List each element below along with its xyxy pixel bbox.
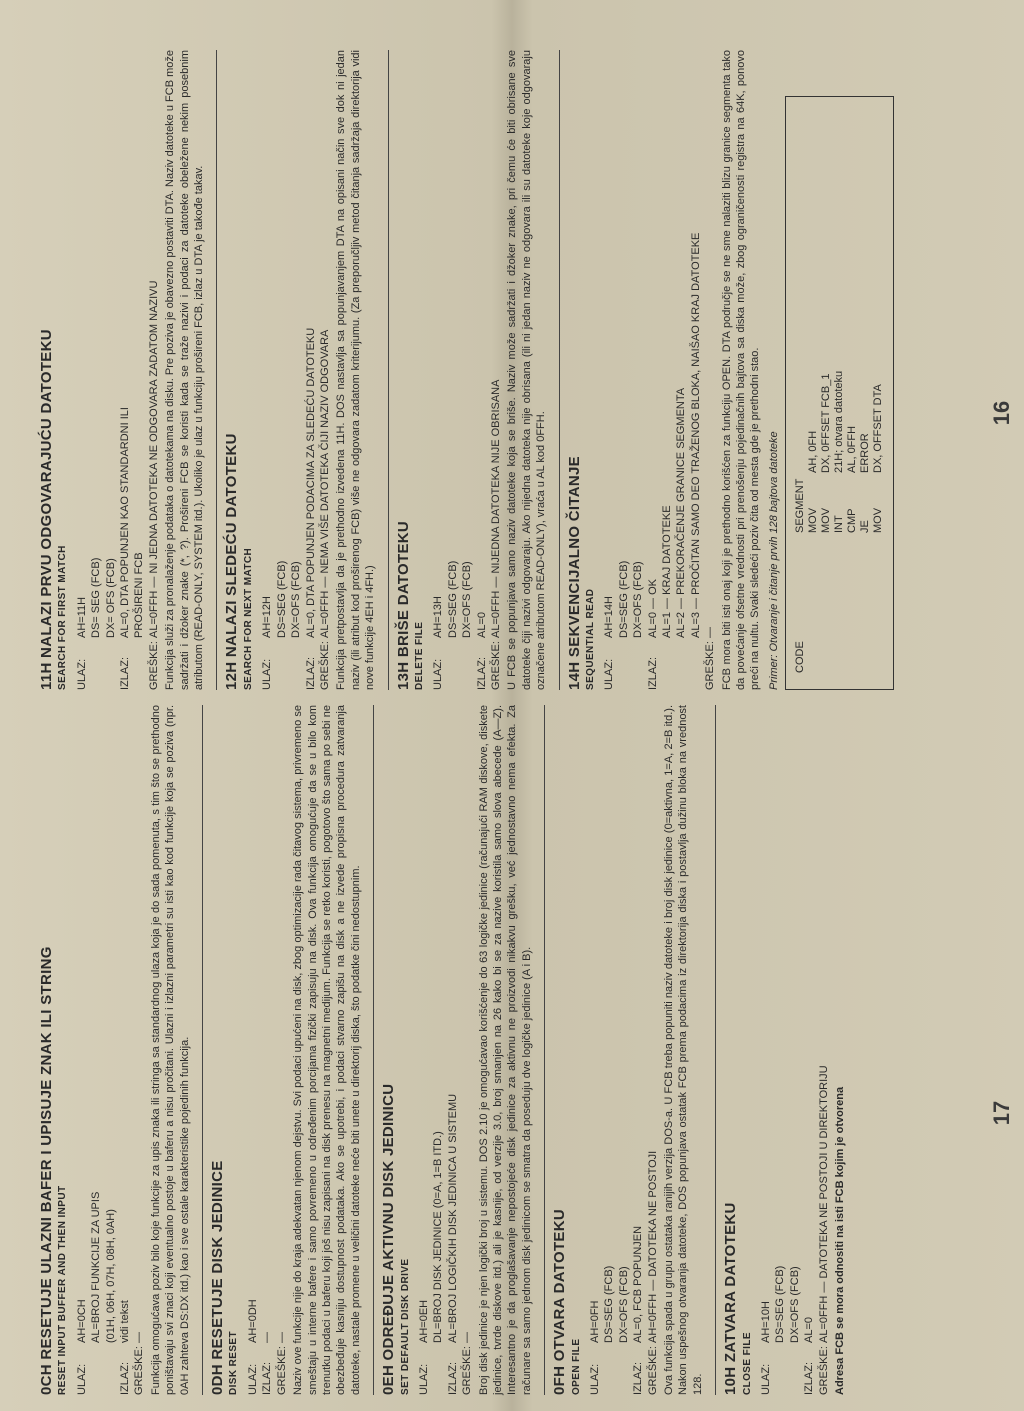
reg-value: AH=0FFH — DATOTEKA NE POSTOJI	[646, 1150, 659, 1343]
section-body: Funkcija pretpostavlja da je prethodno izvedena 11H. DOS nastavlja sa popunjavanjem DTA na opisani način sve dok ni jedan naziv (ili atribut kod proširenog FCB) više ne odgovara zadatom kriterijumu. (Za preporučljiv metod čitanja sadržaja direktorija vidi nove funkcije 4EH i 4FH.)	[335, 50, 377, 690]
code-op: MOV	[872, 507, 885, 533]
code-op: MOV	[820, 507, 833, 533]
divider	[373, 705, 374, 1395]
reg-value: AL=BROJ LOGIČKIH DISK JEDINICA U SISTEMU	[446, 1093, 459, 1343]
section-title: 10H ZATVARA DATOTEKU	[722, 1202, 740, 1395]
reg-label: GREŠKE:	[646, 1346, 659, 1395]
section-0dh	[211, 705, 363, 1395]
section-title: 12H NALAZI SLEDEĆU DATOTEKU	[223, 433, 241, 690]
section-subtitle: DELETE FILE	[413, 621, 425, 690]
reg-label: GREŠKE:	[461, 1346, 474, 1395]
reg-value: (01H, 06H, 07H, 08H, 0AH)	[104, 1209, 117, 1343]
reg-value: AL=0FFH — NI JEDNA DATOTEKA NE ODGOVARA ZADATOM NAZIVU	[147, 280, 160, 638]
reg-value: vidi tekst	[119, 1300, 132, 1343]
reg-label: IZLAZ:	[304, 656, 317, 690]
reg-label	[104, 1343, 118, 1395]
section-0fh	[553, 705, 705, 1395]
code-op: SEGMENT	[794, 478, 807, 533]
reg-value: DX=OFS (FCB)	[632, 561, 645, 638]
reg-value: AL=0, DTA POPUNJEN PODACIMA ZA SLEDEĆU DATOTEKU	[304, 327, 317, 638]
reg-label	[275, 638, 289, 690]
page-number-right: 17	[989, 1100, 1015, 1126]
reg-label: IZLAZ:	[632, 1361, 645, 1395]
reg-value: AL=0 — OK	[646, 578, 659, 638]
section-13h	[394, 50, 549, 690]
reg-label	[89, 1343, 103, 1395]
reg-label: IZLAZ:	[646, 656, 659, 690]
code-op: MOV	[807, 507, 820, 533]
reg-value: PROŠIRENI FCB	[133, 552, 146, 638]
reg-label	[788, 1343, 802, 1395]
section-title: 0EH ODREĐUJE AKTIVNU DISK JEDINICU	[380, 1083, 398, 1395]
reg-value: AH=11H	[75, 596, 88, 638]
code-label	[833, 533, 846, 673]
code-listing	[794, 113, 885, 673]
reg-value: AL=0FFH — DATOTEKA NE POSTOJI U DIREKTORIJU	[817, 1065, 830, 1343]
code-op: JE	[859, 520, 872, 533]
section-title: 14H SEKVENCIJALNO ČITANJE	[565, 456, 583, 690]
code-listing-box	[785, 96, 894, 690]
reg-label	[602, 1343, 616, 1395]
divider	[559, 50, 560, 690]
section-0eh	[382, 705, 534, 1395]
reg-value: AH=0DH	[246, 1299, 259, 1343]
section-title: 0DH RESETUJE DISK JEDINICE	[209, 1160, 227, 1395]
reg-value: AH=0CH	[75, 1299, 88, 1343]
reg-value: DS=SEG (FCB)	[774, 1265, 787, 1343]
reg-label	[289, 638, 303, 690]
reg-value: AL=0, DTA POPUNJEN KAO STANDARDNI ILI	[119, 407, 132, 638]
reg-value: AL=3 — PROČITAN SAMO DEO TRAŽENOG BLOKA, NAIŠAO KRAJ DATOTEKE	[689, 232, 702, 638]
register-table	[260, 50, 332, 690]
reg-label: GREŠKE:	[817, 1346, 830, 1395]
reg-value: —	[261, 1332, 274, 1343]
code-arg: ERROR	[859, 433, 872, 473]
section-subtitle: CLOSE FILE	[741, 1332, 753, 1395]
reg-label: ULAZ:	[589, 1363, 601, 1395]
reg-value: AH=10H	[760, 1301, 773, 1343]
section-title: 11H NALAZI PRVU ODGOVARAJUĆU DATOTEKU	[38, 329, 55, 690]
reg-label	[431, 1343, 445, 1395]
code-label: CODE	[794, 641, 807, 673]
code-arg	[794, 113, 807, 473]
reg-value: DS=SEG (FCB)	[603, 1265, 616, 1343]
reg-value: AL=BROJ FUNKCIJE ZA UPIS	[90, 1191, 103, 1343]
code-label	[846, 533, 859, 673]
reg-label: IZLAZ:	[119, 656, 132, 690]
reg-label	[460, 638, 474, 690]
reg-value: AL=1 — KRAJ DATOTEKE	[661, 505, 674, 638]
section-subtitle: SEQUENTIAL READ	[585, 588, 596, 690]
register-table	[431, 50, 503, 690]
divider	[216, 50, 217, 690]
reg-label: IZLAZ:	[803, 1361, 816, 1395]
code-label	[820, 533, 833, 673]
section-subtitle: DISK RESET	[228, 1330, 240, 1395]
code-op: CMP	[846, 508, 859, 533]
section-body: U FCB se popunjava samo naziv datoteke koja se briše. Naziv može sadržati i džoker znake, pri čemu će biti obrisane sve datoteke čiji nazivi odgovaraju. Ako nijedna datoteka nije obrisana (ili ni jedan naziv ne odgovara ili su datoteke koje odgovaraju označene atributom READ-ONLY), vraća u AL kod 0FFH.	[506, 50, 548, 690]
reg-label: ULAZ:	[417, 1363, 430, 1395]
reg-value: AL=0FFH — NIJEDNA DATOTEKA NIJE OBRISANA	[489, 379, 502, 638]
section-subtitle: RESET INPUT BUFFER AND THEN INPUT	[57, 1185, 69, 1395]
reg-label: GREŠKE:	[275, 1346, 288, 1395]
reg-label: ULAZ:	[75, 1363, 88, 1395]
reg-value: AH=13H	[432, 596, 445, 638]
reg-value: AL=0, FCB POPUNJEN	[632, 1225, 645, 1343]
reg-label	[104, 638, 118, 690]
code-arg: DX, OFFSET DTA	[872, 384, 885, 473]
section-title: 0CH RESETUJE ULAZNI BAFER I UPISUJE ZNAK ILI STRING	[38, 946, 55, 1395]
reg-label: IZLAZ:	[475, 656, 488, 690]
code-label	[872, 533, 885, 673]
reg-value: AL=0FFH — NEMA VIŠE DATOTEKA ČIJI NAZIV ODGOVARA	[318, 329, 331, 638]
section-0ch	[40, 705, 192, 1395]
reg-label: IZLAZ:	[446, 1361, 459, 1395]
code-label	[859, 533, 872, 673]
right-page-column	[40, 50, 904, 690]
reg-value: AH=0FH	[589, 1300, 601, 1343]
reg-label: GREŠKE:	[704, 641, 717, 690]
reg-label	[617, 638, 631, 690]
reg-label: ULAZ:	[261, 658, 274, 690]
section-body: FCB mora biti isti onaj koji je prethodno korišćen za funkciju OPEN. DTA područje se ne sme nalaziti blizu granice segmenta tako da povećanje ofsetne vrednosti pri prenošenju pojedinačnih bajtova sa diska može, zbog ograničenosti registra na 64K, ponovo preći na nultu. Svaki sledeći poziv čita od mesta gde je prethodni stao.	[720, 50, 762, 690]
register-table	[75, 50, 161, 690]
section-11h	[40, 50, 206, 690]
reg-value: DS=SEG (FCB)	[446, 560, 459, 638]
section-body: Funkcija omogućava poziv bilo koje funkcije za upis znaka ili stringa sa standardnog ulaza koja je do sada pomenuta, s tim što se prethodno poništavaju svi znaci koji eventualno postoje u baferu a nisu pročitani. Ulazni i izlazni parametri su isti kao kod funkcije koja se poziva (npr. 0AH zahteva DS:DX itd.) kao i sve ostale karakteristike pojedinih funkcija.	[149, 705, 191, 1395]
reg-value: AL=0	[475, 612, 488, 638]
reg-label: GREŠKE:	[133, 1346, 146, 1395]
reg-value: DS=SEG (FCB)	[617, 560, 630, 638]
reg-value: DL=BROJ DISK JEDINICE (0=A, 1=B ITD.)	[432, 1131, 445, 1343]
section-body: Naziv ove funkcije nije do kraja adekvatan njenom dejstvu. Svi podaci upućeni na disk, zbog optimizacije rada čitavog sistema, privremeno se smeštaju u interne bafere i samo povremeno u određenim porcijama fizički zapisuju na disk. Ova funkcija omogućuje da se u bilo kom trenutku podaci u baferu koji još nisu zapisani na disk prenesu na magnetni medijum. Funkcija se retko koristi, pogotovo što sama po sebi ne obezbeđuje kasniju dostupnost podataka. Ako se upotrebi, i podaci stvarno zapišu na disk a ne izvede propisna procedura zatvaranja datoteke, nastale promene u veličini datoteke neće biti unete u direktorij diska, što podatke čini nedostupnim.	[292, 705, 362, 1395]
reg-label	[660, 638, 674, 690]
code-label	[807, 533, 820, 673]
section-12h	[225, 50, 377, 690]
reg-value: DS=SEG (FCB)	[275, 560, 288, 638]
section-body: Adresa FCB se mora odnositi na isti FCB kojim je otvorena	[834, 1086, 847, 1395]
reg-label: IZLAZ:	[261, 1361, 274, 1395]
reg-value: —	[133, 1332, 146, 1343]
section-subtitle: OPEN FILE	[570, 1338, 582, 1395]
reg-value: —	[275, 1332, 288, 1343]
code-arg: AH, 0FH	[807, 430, 820, 473]
section-14h	[565, 50, 895, 690]
left-page-column	[40, 705, 858, 1395]
reg-value: —	[704, 627, 717, 638]
reg-label: ULAZ:	[603, 658, 616, 690]
reg-value: DS= SEG (FCB)	[90, 557, 103, 638]
register-table	[417, 705, 475, 1395]
reg-label	[689, 638, 703, 690]
register-table	[246, 705, 289, 1395]
reg-value: —	[461, 1332, 474, 1343]
reg-value: AH=0EH	[417, 1299, 430, 1343]
code-op: INT	[833, 515, 846, 533]
section-subtitle: SEARCH FOR FIRST MATCH	[57, 545, 69, 690]
reg-label: GREŠKE:	[318, 641, 331, 690]
reg-label	[617, 1343, 631, 1395]
reg-value: DX=OFS (FCB)	[617, 1266, 630, 1343]
code-arg: AL, 0FFH	[846, 425, 859, 473]
section-body: Broj disk jedinice je njen logički broj u sistemu. DOS 2.10 je omogućavao korišćenje do 63 logičke jedinice (računajući RAM diskove, diskete jedinice, tvrde diskove itd.) ali je kasnije, od verzije 3.0, broj smanjen na 26 kako bi se za nazive koristila samo slova abecede (A—Z). Interesantno je da proglašavanje nepostojeće disk jedinice za aktivnu ne proizvodi nikakvu grešku, već jednostavno nema efekta. Za računare sa samo jednom disk jedinicom se smatra da poseduju dve logičke jedinice (A i B).	[477, 705, 533, 1395]
section-title: 0FH OTVARA DATOTEKU	[551, 1209, 569, 1395]
reg-value: AH=12H	[261, 596, 274, 638]
reg-label: GREŠKE:	[147, 641, 160, 690]
reg-value: DX=OFS (FCB)	[290, 561, 303, 638]
reg-label	[89, 638, 103, 690]
reg-label	[773, 1343, 787, 1395]
reg-label: ULAZ:	[760, 1363, 773, 1395]
divider	[388, 50, 389, 690]
reg-value: AH=14H	[603, 596, 616, 638]
reg-label	[674, 638, 688, 690]
section-subtitle: SET DEFAULT DISK DRIVE	[399, 1258, 411, 1395]
divider	[715, 705, 716, 1395]
register-table	[75, 705, 147, 1395]
divider	[202, 705, 203, 1395]
reg-label: GREŠKE:	[489, 641, 502, 690]
reg-value: DX=OFS (FCB)	[788, 1266, 801, 1343]
reg-label: IZLAZ:	[119, 1361, 132, 1395]
section-title: 13H BRIŠE DATOTEKU	[394, 520, 412, 690]
divider	[544, 705, 545, 1395]
register-table	[759, 705, 831, 1395]
register-table	[588, 705, 660, 1395]
section-body: Funkcija služi za pronalaženje podataka o datotekama na disku. Pre poziva je obavezno postaviti DTA. Naziv datoteke u FCB može sadržati i džoker znake (*, ?). Prošireni FCB se koristi kada se traže nazivi i podaci za datoteke obeležene nekim posebnim atributom (READ-ONLY, SYSTEM itd.). Ukoliko je ulaz u funkciju prošireni FCB, izlaz u DTA je takođe takav.	[164, 50, 206, 690]
reg-label: ULAZ:	[432, 658, 445, 690]
reg-label	[631, 638, 645, 690]
section-10h	[724, 705, 847, 1395]
reg-label	[446, 638, 460, 690]
reg-label	[132, 638, 146, 690]
example-caption: Primer: Otvaranje i čitanje prvih 128 bajtova datoteke	[767, 431, 780, 690]
page-number-left: 16	[989, 400, 1015, 426]
reg-value: AL=0	[803, 1317, 816, 1343]
code-arg: DX, 0FFSET FCB_1	[820, 373, 833, 473]
section-body: Ova funkcija spada u grupu ostataka ranijih verzija DOS-a. U FCB treba popuniti naziv datoteke i broj disk jedinice (0=aktivna, 1=A, 2=B itd.). Nakon uspešnog otvaranja datoteke, DOS popunjava ostatak FCB prema podacima iz direktorija diska i postavlja dužinu bloka na vrednost 128.	[663, 705, 704, 1395]
reg-label: ULAZ:	[246, 1363, 259, 1395]
code-arg: 21H; otvara datoteku	[833, 370, 846, 473]
register-table	[602, 50, 717, 690]
reg-value: DX=OFS (FCB)	[461, 561, 474, 638]
reg-value: DX= OFS (FCB)	[104, 558, 117, 638]
section-subtitle: SEARCH FOR NEXT MATCH	[242, 547, 254, 690]
reg-label: ULAZ:	[75, 658, 88, 690]
reg-value: AL=2 — PREKORAČENJE GRANICE SEGMENTA	[675, 387, 688, 638]
